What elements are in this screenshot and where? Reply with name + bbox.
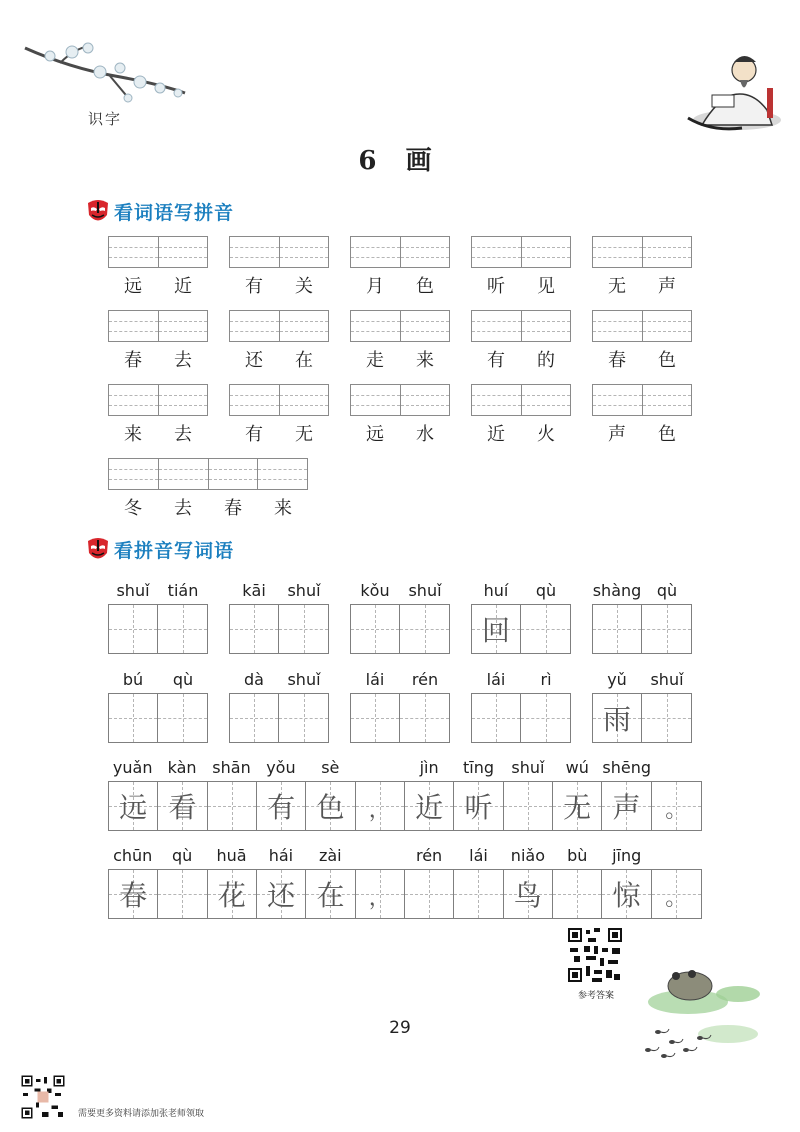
frog-on-lily-pad-illustration [628, 962, 778, 1062]
writing-cell[interactable] [158, 694, 207, 742]
pinyin-syllable: jīng [612, 846, 642, 865]
tian-grid[interactable] [350, 693, 450, 743]
vocab-char: 近 [174, 276, 192, 297]
writing-cell[interactable] [405, 782, 454, 830]
pinyin-answer-box[interactable] [229, 236, 329, 268]
pinyin-syllable: tián [167, 581, 199, 600]
pinyin-answer-box[interactable] [592, 236, 692, 268]
writing-cell[interactable] [400, 605, 449, 653]
pinyin-line-cell [258, 459, 307, 489]
pinyin-line-cell [280, 385, 329, 415]
vocab-char: 还 [245, 350, 263, 371]
pinyin-line-cell [472, 237, 522, 267]
opera-mask-icon [86, 199, 110, 225]
pinyin-syllable: shuǐ [287, 670, 321, 689]
section-header-word-writing [86, 536, 234, 563]
handwritten-char [158, 605, 207, 653]
vocab-char: 远 [124, 276, 142, 297]
pinyin-syllable: yǔ [607, 670, 627, 689]
punctuation-mark: 。 [665, 886, 688, 911]
vocab-char: 远 [366, 424, 384, 445]
tian-grid[interactable] [471, 693, 571, 743]
pinyin-answer-box[interactable] [471, 236, 571, 268]
writing-cell[interactable] [472, 605, 521, 653]
pinyin-syllable: chūn [113, 846, 153, 865]
sentence-tian-grid[interactable] [108, 781, 702, 831]
pinyin-prompt [108, 670, 208, 690]
pinyin-answer-box[interactable] [229, 310, 329, 342]
pinyin-answer-box[interactable] [350, 384, 450, 416]
handwritten-char: 有 [267, 791, 296, 824]
handwritten-char [158, 694, 207, 742]
pinyin-line-cell [159, 385, 208, 415]
writing-cell[interactable] [405, 870, 454, 918]
handwritten-char [472, 694, 520, 742]
handwritten-char [553, 870, 601, 918]
writing-cell[interactable] [356, 870, 405, 918]
writing-cell[interactable] [306, 870, 355, 918]
vocab-word [592, 346, 692, 372]
vocab-char: 去 [174, 350, 192, 371]
handwritten-char [230, 694, 278, 742]
vocab-char: 听 [487, 276, 505, 297]
pinyin-line-cell [401, 237, 450, 267]
vocab-char: 声 [658, 276, 676, 297]
handwritten-char: 回 [482, 614, 511, 647]
handwritten-char: 近 [415, 791, 444, 824]
handwritten-char [504, 782, 552, 830]
pinyin-syllable: yuǎn [112, 758, 153, 777]
pinyin-syllable: bú [122, 670, 144, 689]
vocab-word [471, 272, 571, 298]
page-number: 29 [389, 1018, 411, 1038]
vocab-char: 色 [658, 424, 676, 445]
pinyin-syllable: hái [268, 846, 294, 865]
writing-cell[interactable] [642, 694, 691, 742]
vocab-char: 见 [537, 276, 555, 297]
writing-cell[interactable] [279, 605, 328, 653]
writing-cell[interactable] [553, 782, 602, 830]
tian-grid[interactable] [108, 604, 208, 654]
pinyin-line-cell [109, 459, 159, 489]
handwritten-char [521, 605, 570, 653]
pinyin-syllable: lái [486, 670, 506, 689]
pinyin-syllable: qù [656, 581, 678, 600]
handwritten-char [405, 870, 453, 918]
handwritten-char: 在 [316, 879, 345, 912]
pinyin-line-cell [351, 237, 401, 267]
writing-cell[interactable] [109, 870, 158, 918]
writing-cell[interactable] [257, 782, 306, 830]
handwritten-char: 色 [316, 791, 345, 824]
handwritten-char [400, 694, 449, 742]
vocab-char: 色 [658, 350, 676, 371]
sentence-pinyin-prompt [108, 758, 701, 778]
writing-cell[interactable] [208, 870, 257, 918]
pinyin-syllable: rén [415, 846, 443, 865]
pinyin-syllable: rén [411, 670, 439, 689]
vocab-word [350, 272, 450, 298]
sentence-pinyin-prompt [108, 846, 701, 866]
writing-cell[interactable] [400, 694, 449, 742]
vocab-char: 来 [274, 498, 292, 519]
writing-cell[interactable] [351, 605, 400, 653]
pinyin-syllable: qù [172, 670, 194, 689]
writing-cell[interactable] [504, 870, 553, 918]
vocab-char: 春 [224, 498, 242, 519]
pinyin-syllable: dà [244, 670, 264, 689]
handwritten-char: 还 [267, 879, 296, 912]
writing-cell[interactable] [158, 782, 207, 830]
pinyin-line-cell [280, 237, 329, 267]
vocab-char: 去 [174, 424, 192, 445]
pinyin-syllable: shàng [592, 581, 642, 600]
pinyin-syllable: yǒu [266, 758, 296, 777]
pinyin-line-cell [643, 311, 692, 341]
writing-cell[interactable] [158, 870, 207, 918]
writing-cell[interactable] [208, 782, 257, 830]
tian-grid[interactable] [108, 693, 208, 743]
vocab-char: 走 [366, 350, 384, 371]
pinyin-answer-box[interactable] [229, 384, 329, 416]
pinyin-prompt [229, 670, 329, 690]
punctuation-mark: ， [368, 798, 391, 823]
pinyin-prompt [471, 581, 571, 601]
writing-cell[interactable] [109, 605, 158, 653]
pinyin-answer-box[interactable] [108, 236, 208, 268]
pinyin-syllable: shuǐ [511, 758, 545, 777]
handwritten-char [351, 605, 399, 653]
handwritten-char [109, 605, 157, 653]
handwritten-char: 春 [119, 879, 148, 912]
pinyin-answer-box[interactable] [350, 310, 450, 342]
pinyin-prompt [350, 581, 450, 601]
writing-cell[interactable] [504, 782, 553, 830]
handwritten-char [351, 694, 399, 742]
handwritten-char [642, 694, 691, 742]
pinyin-line-cell [401, 385, 450, 415]
pinyin-line-cell [472, 311, 522, 341]
scholar-painting-illustration [682, 40, 782, 135]
section-header-pinyin-writing [86, 198, 234, 225]
vocab-char: 无 [295, 424, 313, 445]
writing-cell[interactable] [257, 870, 306, 918]
handwritten-char [521, 694, 570, 742]
tian-grid[interactable] [592, 693, 692, 743]
vocab-char: 去 [174, 498, 192, 519]
writing-cell[interactable] [356, 782, 405, 830]
vocab-word [108, 420, 208, 446]
pinyin-syllable: rì [540, 670, 552, 689]
pinyin-syllable: kàn [167, 758, 197, 777]
vocab-word [229, 272, 329, 298]
pinyin-answer-box[interactable] [108, 458, 308, 490]
writing-cell[interactable] [642, 605, 691, 653]
punctuation-mark: 。 [665, 798, 688, 823]
pinyin-syllable: huā [216, 846, 247, 865]
pinyin-line-cell [159, 237, 208, 267]
vocab-word [229, 420, 329, 446]
vocab-word [108, 494, 308, 520]
pinyin-syllable: shuǐ [287, 581, 321, 600]
writing-cell[interactable] [230, 694, 279, 742]
pinyin-line-cell [522, 385, 571, 415]
pinyin-answer-box[interactable] [592, 310, 692, 342]
pinyin-line-cell [230, 311, 280, 341]
handwritten-char: 看 [168, 791, 197, 824]
vocab-char: 有 [245, 276, 263, 297]
vocab-char: 来 [416, 350, 434, 371]
vocab-char: 春 [124, 350, 142, 371]
pinyin-line-cell [209, 459, 259, 489]
pinyin-line-cell [351, 385, 401, 415]
footer-note: 需要更多资料请添加张老师领取 [78, 1109, 205, 1119]
pinyin-syllable: lái [469, 846, 488, 865]
vocab-word [592, 420, 692, 446]
pinyin-syllable: shuǐ [650, 670, 684, 689]
pinyin-syllable: shān [212, 758, 251, 777]
writing-cell[interactable] [602, 782, 651, 830]
teacher-contact-qr-code[interactable] [20, 1074, 66, 1120]
vocab-char: 近 [487, 424, 505, 445]
answer-qr-label: 参考答案 [577, 991, 614, 1001]
vocab-char: 的 [537, 350, 555, 371]
vocab-char: 冬 [124, 498, 142, 519]
handwritten-char [593, 605, 641, 653]
handwritten-char [400, 605, 449, 653]
vocab-char: 有 [245, 424, 263, 445]
pinyin-syllable: zài [318, 846, 342, 865]
writing-cell[interactable] [521, 694, 570, 742]
pinyin-syllable: sè [321, 758, 340, 777]
opera-mask-icon [86, 537, 110, 563]
writing-cell[interactable] [521, 605, 570, 653]
writing-cell[interactable] [593, 605, 642, 653]
pinyin-prompt [592, 670, 692, 690]
vocab-word [350, 346, 450, 372]
pinyin-syllable: jìn [419, 758, 439, 777]
pinyin-line-cell [109, 385, 159, 415]
pinyin-line-cell [472, 385, 522, 415]
pinyin-answer-box[interactable] [592, 384, 692, 416]
pinyin-answer-box[interactable] [471, 310, 571, 342]
writing-cell[interactable] [472, 694, 521, 742]
pinyin-line-cell [643, 237, 692, 267]
vocab-word [350, 420, 450, 446]
handwritten-char [642, 605, 691, 653]
pinyin-answer-box[interactable] [108, 384, 208, 416]
pinyin-line-cell [351, 311, 401, 341]
pinyin-prompt [108, 581, 208, 601]
pinyin-line-cell [593, 385, 643, 415]
pinyin-syllable: qù [535, 581, 557, 600]
writing-cell[interactable] [158, 605, 207, 653]
handwritten-char: 鸟 [513, 879, 542, 912]
tian-grid[interactable] [592, 604, 692, 654]
tian-grid[interactable] [471, 604, 571, 654]
handwritten-char: 花 [217, 879, 246, 912]
pinyin-line-cell [159, 311, 208, 341]
vocab-word [229, 346, 329, 372]
pinyin-line-cell [280, 311, 329, 341]
vocab-char: 春 [608, 350, 626, 371]
writing-cell[interactable] [652, 870, 701, 918]
writing-cell[interactable] [351, 694, 400, 742]
lesson-title: 6 画 [358, 146, 442, 176]
handwritten-char: 声 [612, 791, 641, 824]
sentence-tian-grid[interactable] [108, 869, 702, 919]
pinyin-answer-box[interactable] [108, 310, 208, 342]
pinyin-line-cell [401, 311, 450, 341]
handwritten-char: 无 [563, 791, 592, 824]
plum-blossom-branch-illustration [20, 38, 190, 108]
pinyin-prompt [350, 670, 450, 690]
vocab-char: 声 [608, 424, 626, 445]
vocab-word [471, 346, 571, 372]
handwritten-char [158, 870, 206, 918]
handwritten-char [279, 694, 328, 742]
handwritten-char: 听 [464, 791, 493, 824]
pinyin-syllable: huí [483, 581, 509, 600]
vocab-word [592, 272, 692, 298]
pinyin-line-cell [230, 237, 280, 267]
pinyin-line-cell [109, 311, 159, 341]
pinyin-syllable: wú [565, 758, 589, 777]
handwritten-char [279, 605, 328, 653]
handwritten-char: 雨 [603, 703, 632, 736]
vocab-char: 色 [416, 276, 434, 297]
vocab-char: 来 [124, 424, 142, 445]
pinyin-syllable: shuǐ [116, 581, 150, 600]
writing-cell[interactable] [109, 694, 158, 742]
pinyin-syllable: shuǐ [408, 581, 442, 600]
writing-cell[interactable] [279, 694, 328, 742]
vocab-char: 无 [608, 276, 626, 297]
pinyin-syllable: kǒu [360, 581, 390, 600]
pinyin-syllable: lái [365, 670, 385, 689]
handwritten-char: 远 [119, 791, 148, 824]
pinyin-syllable: niǎo [510, 846, 545, 865]
section-title: 看拼音写词语 [114, 540, 235, 562]
pinyin-answer-box[interactable] [471, 384, 571, 416]
handwritten-char [454, 870, 502, 918]
writing-cell[interactable] [593, 694, 642, 742]
pinyin-syllable: qù [171, 846, 193, 865]
pinyin-line-cell [593, 311, 643, 341]
vocab-char: 月 [366, 276, 384, 297]
answer-qr-code[interactable] [566, 926, 624, 984]
writing-cell[interactable] [602, 870, 651, 918]
pinyin-syllable: tīng [462, 758, 495, 777]
handwritten-char [109, 694, 157, 742]
pinyin-syllable: kāi [242, 581, 266, 600]
handwritten-char [208, 782, 256, 830]
pinyin-prompt [592, 581, 692, 601]
vocab-char: 在 [295, 350, 313, 371]
writing-cell[interactable] [454, 782, 503, 830]
handwritten-char: 惊 [612, 879, 641, 912]
handwritten-char [230, 605, 278, 653]
section-title: 看词语写拼音 [114, 202, 235, 224]
vocab-char: 关 [295, 276, 313, 297]
pinyin-line-cell [230, 385, 280, 415]
vocab-char: 有 [487, 350, 505, 371]
punctuation-mark: ， [368, 886, 391, 911]
vocab-word [471, 420, 571, 446]
tian-grid[interactable] [350, 604, 450, 654]
tian-grid[interactable] [229, 693, 329, 743]
pinyin-syllable: shēng [602, 758, 651, 777]
unit-label: 识字 [88, 110, 123, 128]
pinyin-prompt [471, 670, 571, 690]
writing-cell[interactable] [306, 782, 355, 830]
writing-cell[interactable] [454, 870, 503, 918]
writing-cell[interactable] [553, 870, 602, 918]
vocab-word [108, 346, 208, 372]
pinyin-line-cell [643, 385, 692, 415]
vocab-char: 水 [416, 424, 434, 445]
pinyin-line-cell [593, 237, 643, 267]
pinyin-line-cell [159, 459, 209, 489]
vocab-word [108, 272, 208, 298]
tian-grid[interactable] [229, 604, 329, 654]
writing-cell[interactable] [230, 605, 279, 653]
pinyin-line-cell [522, 237, 571, 267]
pinyin-line-cell [522, 311, 571, 341]
writing-cell[interactable] [652, 782, 701, 830]
pinyin-prompt [229, 581, 329, 601]
pinyin-answer-box[interactable] [350, 236, 450, 268]
pinyin-line-cell [109, 237, 159, 267]
writing-cell[interactable] [109, 782, 158, 830]
pinyin-syllable: bù [567, 846, 588, 865]
vocab-char: 火 [537, 424, 555, 445]
